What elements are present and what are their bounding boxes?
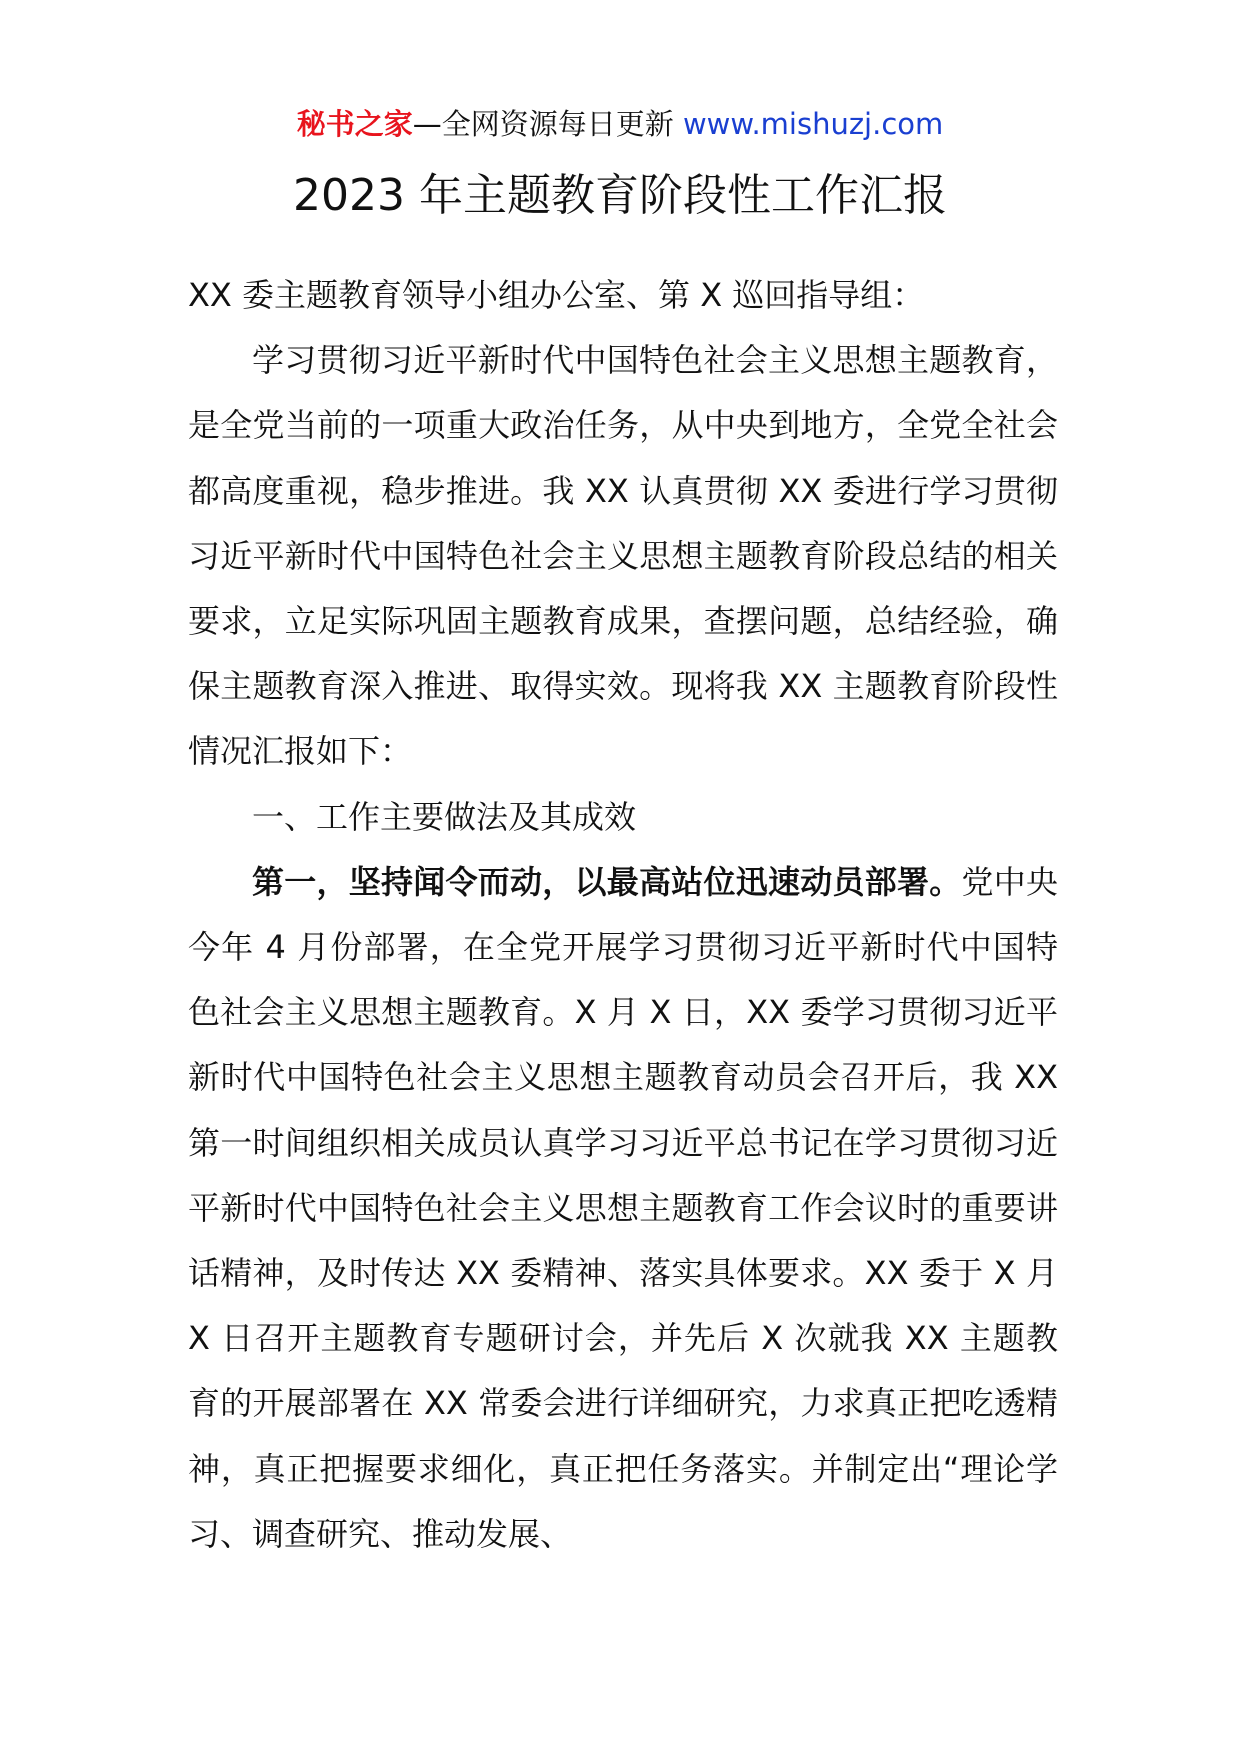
brand-name: 秘书之家 bbox=[296, 107, 413, 141]
site-url-link[interactable]: www.mishuzj.com bbox=[682, 107, 944, 141]
paragraph-lead: 第一，坚持闻令而动，以最高站位迅速动员部署。 bbox=[252, 862, 962, 901]
paragraph-text: 党中央今年 4 月份部署，在全党开展学习贯彻习近平新时代中国特色社会主义思想主题教育。X 月 X 日，XX 委学习贯彻习近平新时代中国特色社会主义思想主题教育动员会召开后，我 XX 第一时间组织相关成员认真学习习近平总书记在学习贯彻习近平新时代中国特色社会主义思想主题教育工作会议时的重要讲话精神，及时传达 XX 委精神、落实具体要求。XX 委于 X 月 X 日召开主题教育专题研讨会，并先后 X 次就我 XX 主题教育的开展部署在 XX 常委会进行详细研究，力求真正把吃透精神，真正把握要求细化，真正把任务落实。并制定出“理论学习、调查研究、推动发展、 bbox=[188, 862, 1058, 1553]
paragraph-intro: 学习贯彻习近平新时代中国特色社会主义思想主题教育，是全党当前的一项重大政治任务，从中央到地方，全党全社会都高度重视，稳步推进。我 XX 认真贯彻 XX 委进行学习贯彻习近平新时代中国特色社会主义思想主题教育阶段总结的相关要求，立足实际巩固主题教育成果，查摆问题，总结经验，确保主题教育深入推进、取得实效。现将我 XX 主题教育阶段性情况汇报如下： bbox=[188, 341, 1058, 771]
salutation: XX 委主题教育领导小组办公室、第 X 巡回指导组： bbox=[188, 276, 925, 314]
paragraph-first-point bbox=[188, 850, 1058, 1567]
section-heading: 一、工作主要做法及其成效 bbox=[252, 797, 637, 836]
document-title: 2023 年主题教育阶段性工作汇报 bbox=[293, 170, 947, 221]
header-tagline: —全网资源每日更新 bbox=[412, 107, 683, 141]
document-body bbox=[188, 263, 1058, 1567]
site-header bbox=[0, 104, 1240, 144]
